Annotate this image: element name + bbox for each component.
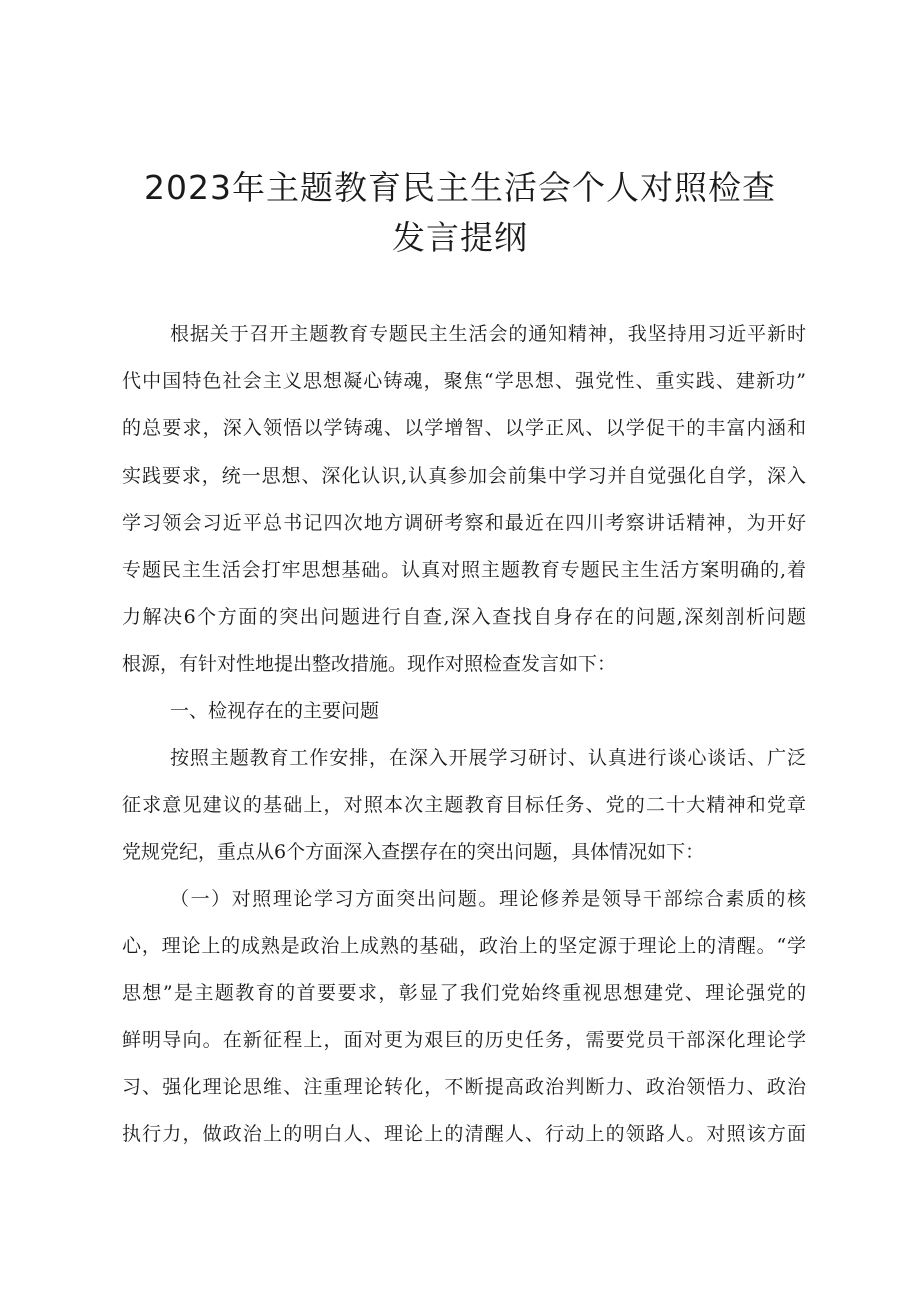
paragraph-line: 执行力，做政治上的明白人、理论上的清醒人、行动上的领路人。对照该方面 (122, 1123, 806, 1145)
paragraph-line: （一）对照理论学习方面突出问题。理论修养是领导干部综合素质的核 (170, 888, 806, 910)
paragraph-line: 党规党纪，重点从6个方面深入查摆存在的突出问题，具体情况如下： (122, 841, 705, 863)
paragraph-line: 按照主题教育工作安排，在深入开展学习研讨、认真进行谈心谈话、广泛 (170, 747, 806, 769)
paragraph-line: 根源，有针对性地提出整改措施。现作对照检查发言如下： (122, 653, 617, 675)
paragraph-line: 专题民主生活会打牢思想基础。认真对照主题教育专题民主生活方案明确的,着 (122, 559, 806, 581)
paragraph-line: 思想”是主题教育的首要要求，彰显了我们党始终重视思想建党、理论强党的 (122, 982, 806, 1004)
document-title-line-1: 2023年主题教育民主生活会个人对照检查 (144, 168, 776, 207)
paragraph-line: 的总要求，深入领悟以学铸魂、以学增智、以学正风、以学促干的丰富内涵和 (122, 417, 806, 439)
paragraph-line: 习、强化理论思维、注重理论转化，不断提高政治判断力、政治领悟力、政治 (122, 1076, 806, 1098)
paragraph-line: 根据关于召开主题教育专题民主生活会的通知精神，我坚持用习近平新时 (170, 323, 806, 345)
section-heading: 一、检视存在的主要问题 (170, 700, 380, 722)
paragraph-line: 心，理论上的成熟是政治上成熟的基础，政治上的坚定源于理论上的清醒。“学 (122, 935, 806, 957)
paragraph-line: 征求意见建议的基础上，对照本次主题教育目标任务、党的二十大精神和党章 (122, 794, 806, 816)
paragraph-line: 实践要求，统一思想、深化认识,认真参加会前集中学习并自觉强化自学，深入 (122, 465, 806, 487)
paragraph-line: 学习领会习近平总书记四次地方调研考察和最近在四川考察讲话精神，为开好 (122, 512, 806, 534)
paragraph-line: 力解决6个方面的突出问题进行自查,深入查找自身存在的问题,深刻剖析问题 (122, 606, 806, 628)
paragraph-line: 鲜明导向。在新征程上，面对更为艰巨的历史任务，需要党员干部深化理论学 (122, 1029, 806, 1051)
paragraph-line: 代中国特色社会主义思想凝心铸魂，聚焦“学思想、强党性、重实践、建新功” (122, 370, 806, 392)
document-title-line-2: 发言提纲 (392, 218, 528, 257)
